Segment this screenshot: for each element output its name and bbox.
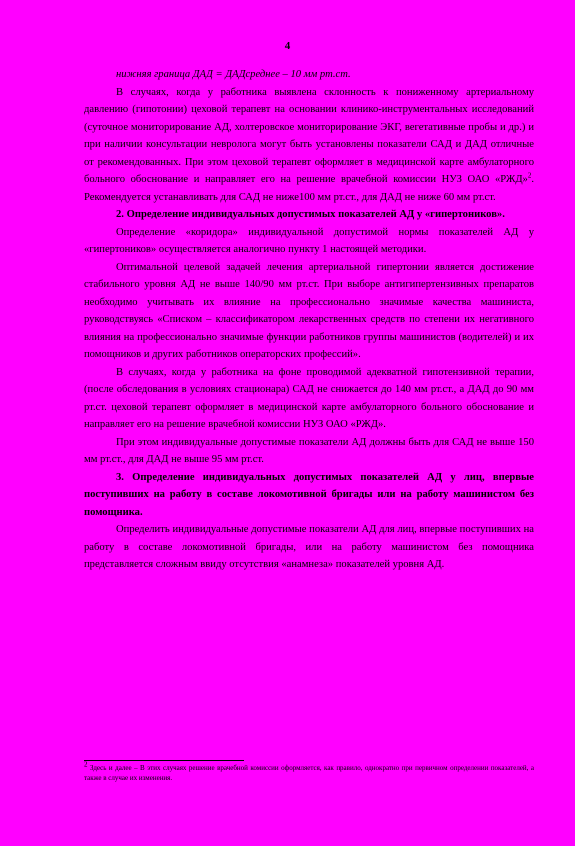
section-heading-3: 3. Определение индивидуальных допустимых показателей АД у лиц, впервые поступивших на работу в составе локомотивной бригады или на работу машинистом без помощника. [84,471,534,518]
footnote-divider [84,760,244,761]
paragraph-target-bp: Оптимальной целевой задачей лечения артериальной гипертонии является достижение стабильного уровня АД не выше 140/90 мм рт.ст. При выборе антигипертензивных препаратов необходимо учитывать их влияние на профессионально значимые качества машиниста, руководствуясь «Списком – классификатором лекарственных средств по степени их негативного влияния на профессионально значимые функции работников группы машинистов (водителей) и их помощников и других работников операторских профессий». [84,261,534,360]
page-number: 4 [284,40,291,52]
paragraph-hypotension [84,84,534,207]
paragraph-therapy-case: В случаях, когда у работника на фоне проводимой адекватной гипотензивной терапии, (после обследования в условиях стационара) САД не снижается до 140 мм рт.ст., а ДАД до 90 мм рт.ст. цеховой терапевт оформляет в медицинской карте амбулаторного больного обоснование и направляет его на решение врачебной комиссии НУЗ ОАО «РЖД». [84,366,534,430]
footnote-marker: 2 [84,760,88,769]
section-heading-2: 2. Определение индивидуальных допустимых показателей АД у «гипертоников». [116,209,505,220]
footnote [84,760,535,783]
paragraph-hypotension-text-b: . Рекомендуется устанавливать для САД не ниже100 мм рт.ст., для ДАД не ниже 60 мм рт.ст. [84,174,534,203]
paragraph-lower-bound-dad: нижняя граница ДАД = ДАДсреднее – 10 мм рт.ст. [116,69,351,80]
paragraph-corridor: Определение «коридора» индивидуальной допустимой нормы показателей АД у «гипертоников» осуществляется аналогично пункту 1 настоящей методики. [84,226,534,255]
footnote-reference[interactable]: 2 [527,171,532,180]
paragraph-limits: При этом индивидуальные допустимые показатели АД должны быть для САД не выше 150 мм рт.ст., для ДАД не выше 95 мм рт.ст. [84,436,534,465]
document-body [84,66,534,574]
footnote-text: Здесь и далее – В этих случаях решение врачебной комиссии оформляется, как правило, однократно при первичном определении показателей, а также в случае их изменения. [84,764,535,782]
paragraph-hypotension-text-a: В случаях, когда у работника выявлена склонность к пониженному артериальному давлению (гипотонии) цеховой терапевт на основании клинико-инструментальных исследований (суточное мониторирование АД, холтеровское мониторирование ЭКГ, вегетативные пробы и др.) и при наличии консультации невролога могут быть установлены показатели САД и ДАД отличные от рекомендованных. При этом цеховой терапевт оформляет в медицинской карте амбулаторного больного обоснование и направляет его на решение врачебной комиссии НУЗ ОАО «РЖД» [84,86,534,185]
paragraph-new-employees: Определить индивидуальные допустимые показатели АД для лиц, впервые поступивших на работу в составе локомотивной бригады, или на работу машинистом без помощника представляется сложным ввиду отсутствия «анамнеза» показателей уровня АД. [84,524,534,570]
